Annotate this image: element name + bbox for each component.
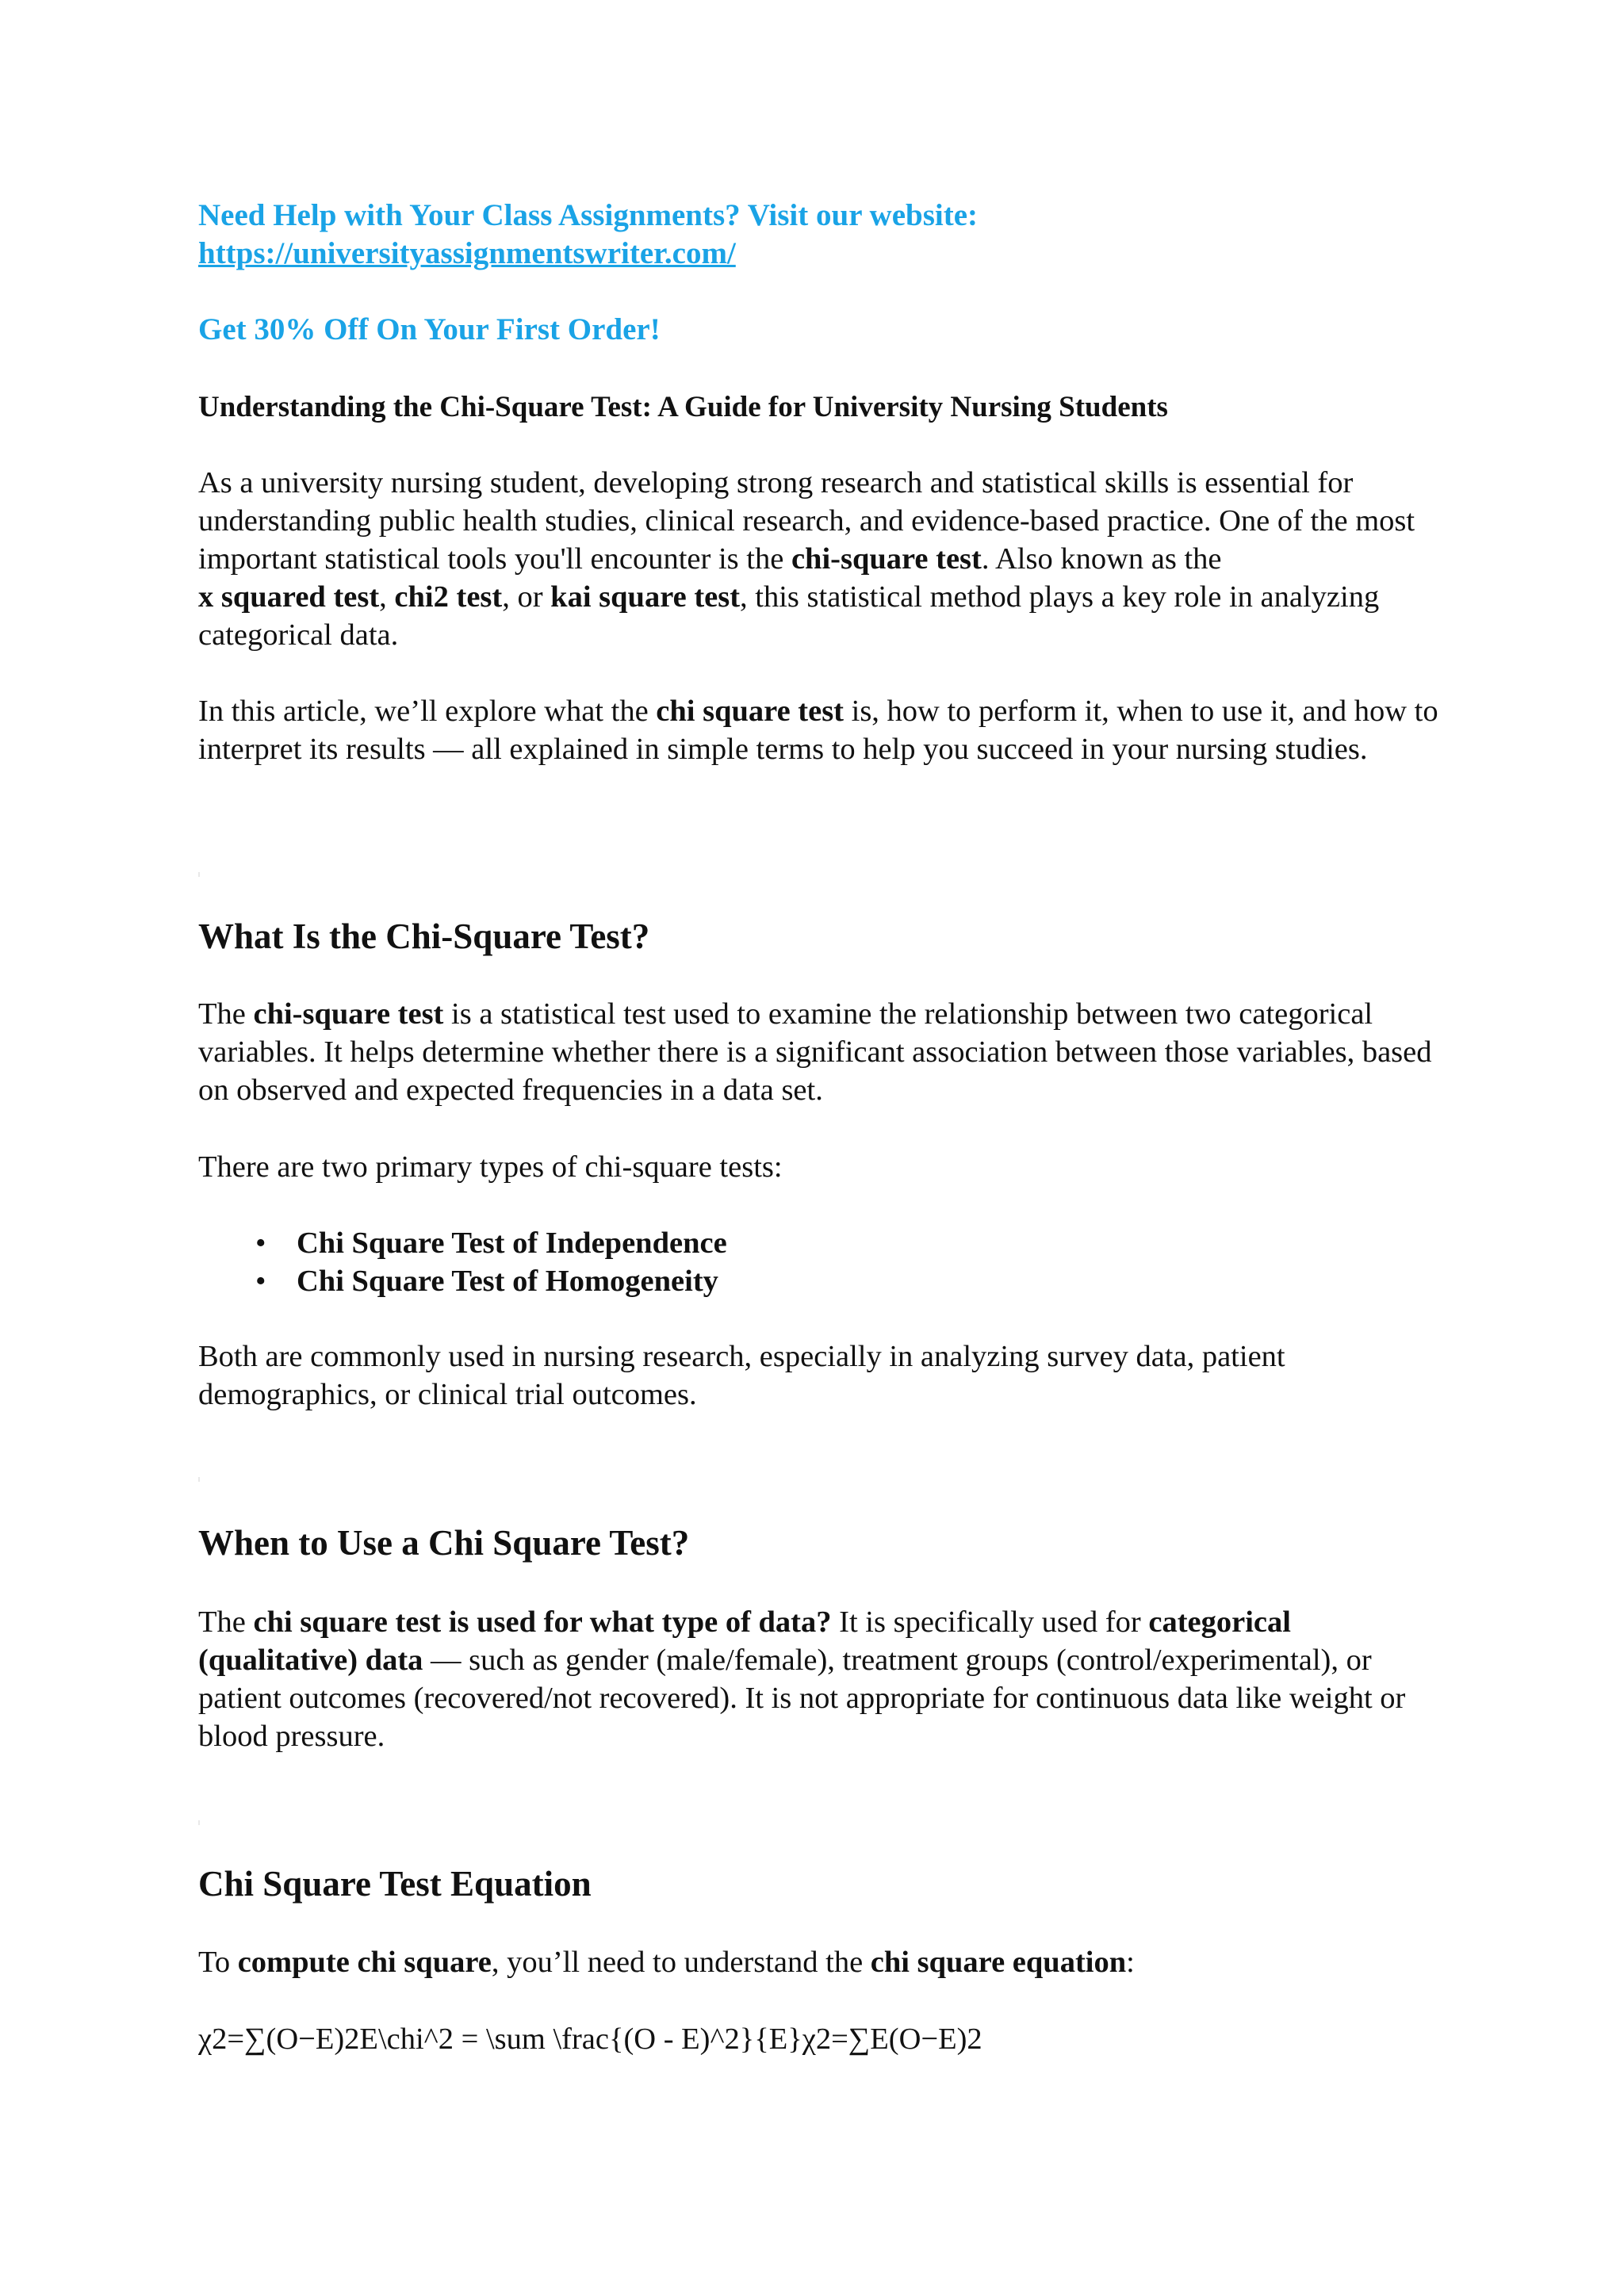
para2-bold-chi-square-test: chi square test xyxy=(656,695,844,728)
article-title-block xyxy=(198,388,1451,427)
intro-text-3: , xyxy=(379,580,395,614)
section-what-p2-block xyxy=(198,1148,1451,1186)
separator-mark xyxy=(198,1477,200,1482)
formula-block xyxy=(198,2020,1451,2058)
intro-paragraph xyxy=(198,464,1451,654)
intro-bold-chi-square-test: chi-square test xyxy=(791,542,982,576)
what-p1-text-2: is a statistical test used to examine the relationship between two categorical variables. It helps determine whether there is a significant association between those variables, based on observed and expected frequencies in a data set. xyxy=(198,997,1432,1107)
section-what-paragraph-2: There are two primary types of chi-square tests: xyxy=(198,1150,783,1184)
when-p1-text-2: It is specifically used for xyxy=(831,1605,1149,1639)
para2-text-1: In this article, we’ll explore what the xyxy=(198,695,657,728)
chi-square-formula: χ2=∑(O−E)2E\chi^2 = \sum \frac{(O - E)^2}{E}χ2=∑E(O−E)2 xyxy=(198,2022,982,2056)
intro-paragraph-block xyxy=(198,464,1451,654)
what-p1-text-1: The xyxy=(198,997,254,1031)
para2-text-2: is, how to perform it, when to use it, and how to interpret its results — all explained in simple terms to help you succeed in your nursing studies. xyxy=(198,695,1438,766)
test-type-label: Chi Square Test of Independence xyxy=(297,1226,727,1260)
second-paragraph-block xyxy=(198,692,1451,768)
section-equation-heading: Chi Square Test Equation xyxy=(198,1864,592,1904)
offer-text: Get 30% Off On Your First Order! xyxy=(198,312,661,346)
section-equation-heading-block xyxy=(198,1862,1451,1906)
list-item xyxy=(198,1224,1451,1262)
section-when-heading: When to Use a Chi Square Test? xyxy=(198,1523,690,1563)
when-p1-text-3: — such as gender (male/female), treatment groups (control/experimental), or patient outcomes (recovered/not recovered). It is not appropriate for continuous data like weight or blood pressure. xyxy=(198,1644,1406,1753)
intro-text-2: . Also known as the xyxy=(981,542,1222,576)
section-what-p3-block xyxy=(198,1337,1451,1414)
eq-p1-text-2: , you’ll need to understand the xyxy=(491,1946,871,1979)
eq-p1-bold-compute: compute chi square xyxy=(237,1946,492,1979)
list-item xyxy=(198,1262,1451,1300)
separator-mark xyxy=(198,1820,200,1825)
section-when-p1-block xyxy=(198,1603,1451,1755)
intro-text-5: , this statistical method plays a key role in analyzing categorical data. xyxy=(198,580,1380,652)
section-what-p1-block xyxy=(198,995,1451,1109)
promo-link-line xyxy=(198,235,1451,273)
intro-text-4: , or xyxy=(502,580,551,614)
section-what-heading: What Is the Chi-Square Test? xyxy=(198,916,650,956)
eq-p1-bold-equation: chi square equation xyxy=(870,1946,1127,1979)
section-equation-paragraph xyxy=(198,1943,1451,1981)
test-type-label: Chi Square Test of Homogeneity xyxy=(297,1265,718,1298)
eq-p1-text-1: To xyxy=(198,1946,238,1979)
test-types-list-block xyxy=(198,1224,1451,1300)
intro-text-1: As a university nursing student, developing strong research and statistical skills is essential for understanding public health studies, clinical research, and evidence-based practice. One of the most important statistical tools you'll encounter is the xyxy=(198,466,1415,576)
second-paragraph xyxy=(198,692,1451,768)
when-p1-text-1: The xyxy=(198,1605,254,1639)
promo-block xyxy=(198,197,1451,273)
article-title: Understanding the Chi-Square Test: A Guide for University Nursing Students xyxy=(198,391,1168,423)
section-what-paragraph-1 xyxy=(198,995,1451,1109)
website-link[interactable]: https://universityassignmentswriter.com/ xyxy=(198,236,736,270)
section-what-heading-block xyxy=(198,914,1451,959)
what-p1-bold: chi-square test xyxy=(253,997,444,1031)
promo-line: Need Help with Your Class Assignments? Visit our website: xyxy=(198,198,979,232)
test-types-list xyxy=(198,1224,1451,1300)
when-p1-bold-categorical: categorical (qualitative) data xyxy=(198,1605,1291,1677)
intro-bold-kai-square-test: kai square test xyxy=(550,580,741,614)
section-equation-p1-block xyxy=(198,1943,1451,1981)
intro-bold-x-squared-test: x squared test xyxy=(198,580,380,614)
section-when-paragraph xyxy=(198,1603,1451,1755)
section-when-heading-block xyxy=(198,1521,1451,1565)
bullet-icon: • xyxy=(255,1226,266,1260)
separator-mark xyxy=(198,872,200,877)
when-p1-bold-question: chi square test is used for what type of data? xyxy=(253,1605,832,1639)
eq-p1-text-3: : xyxy=(1126,1946,1135,1979)
intro-bold-chi2-test: chi2 test xyxy=(394,580,503,614)
section-what-paragraph-3: Both are commonly used in nursing research, especially in analyzing survey data, patient demographics, or clinical trial outcomes. xyxy=(198,1340,1285,1411)
bullet-icon: • xyxy=(255,1265,266,1298)
offer-block xyxy=(198,311,1451,349)
